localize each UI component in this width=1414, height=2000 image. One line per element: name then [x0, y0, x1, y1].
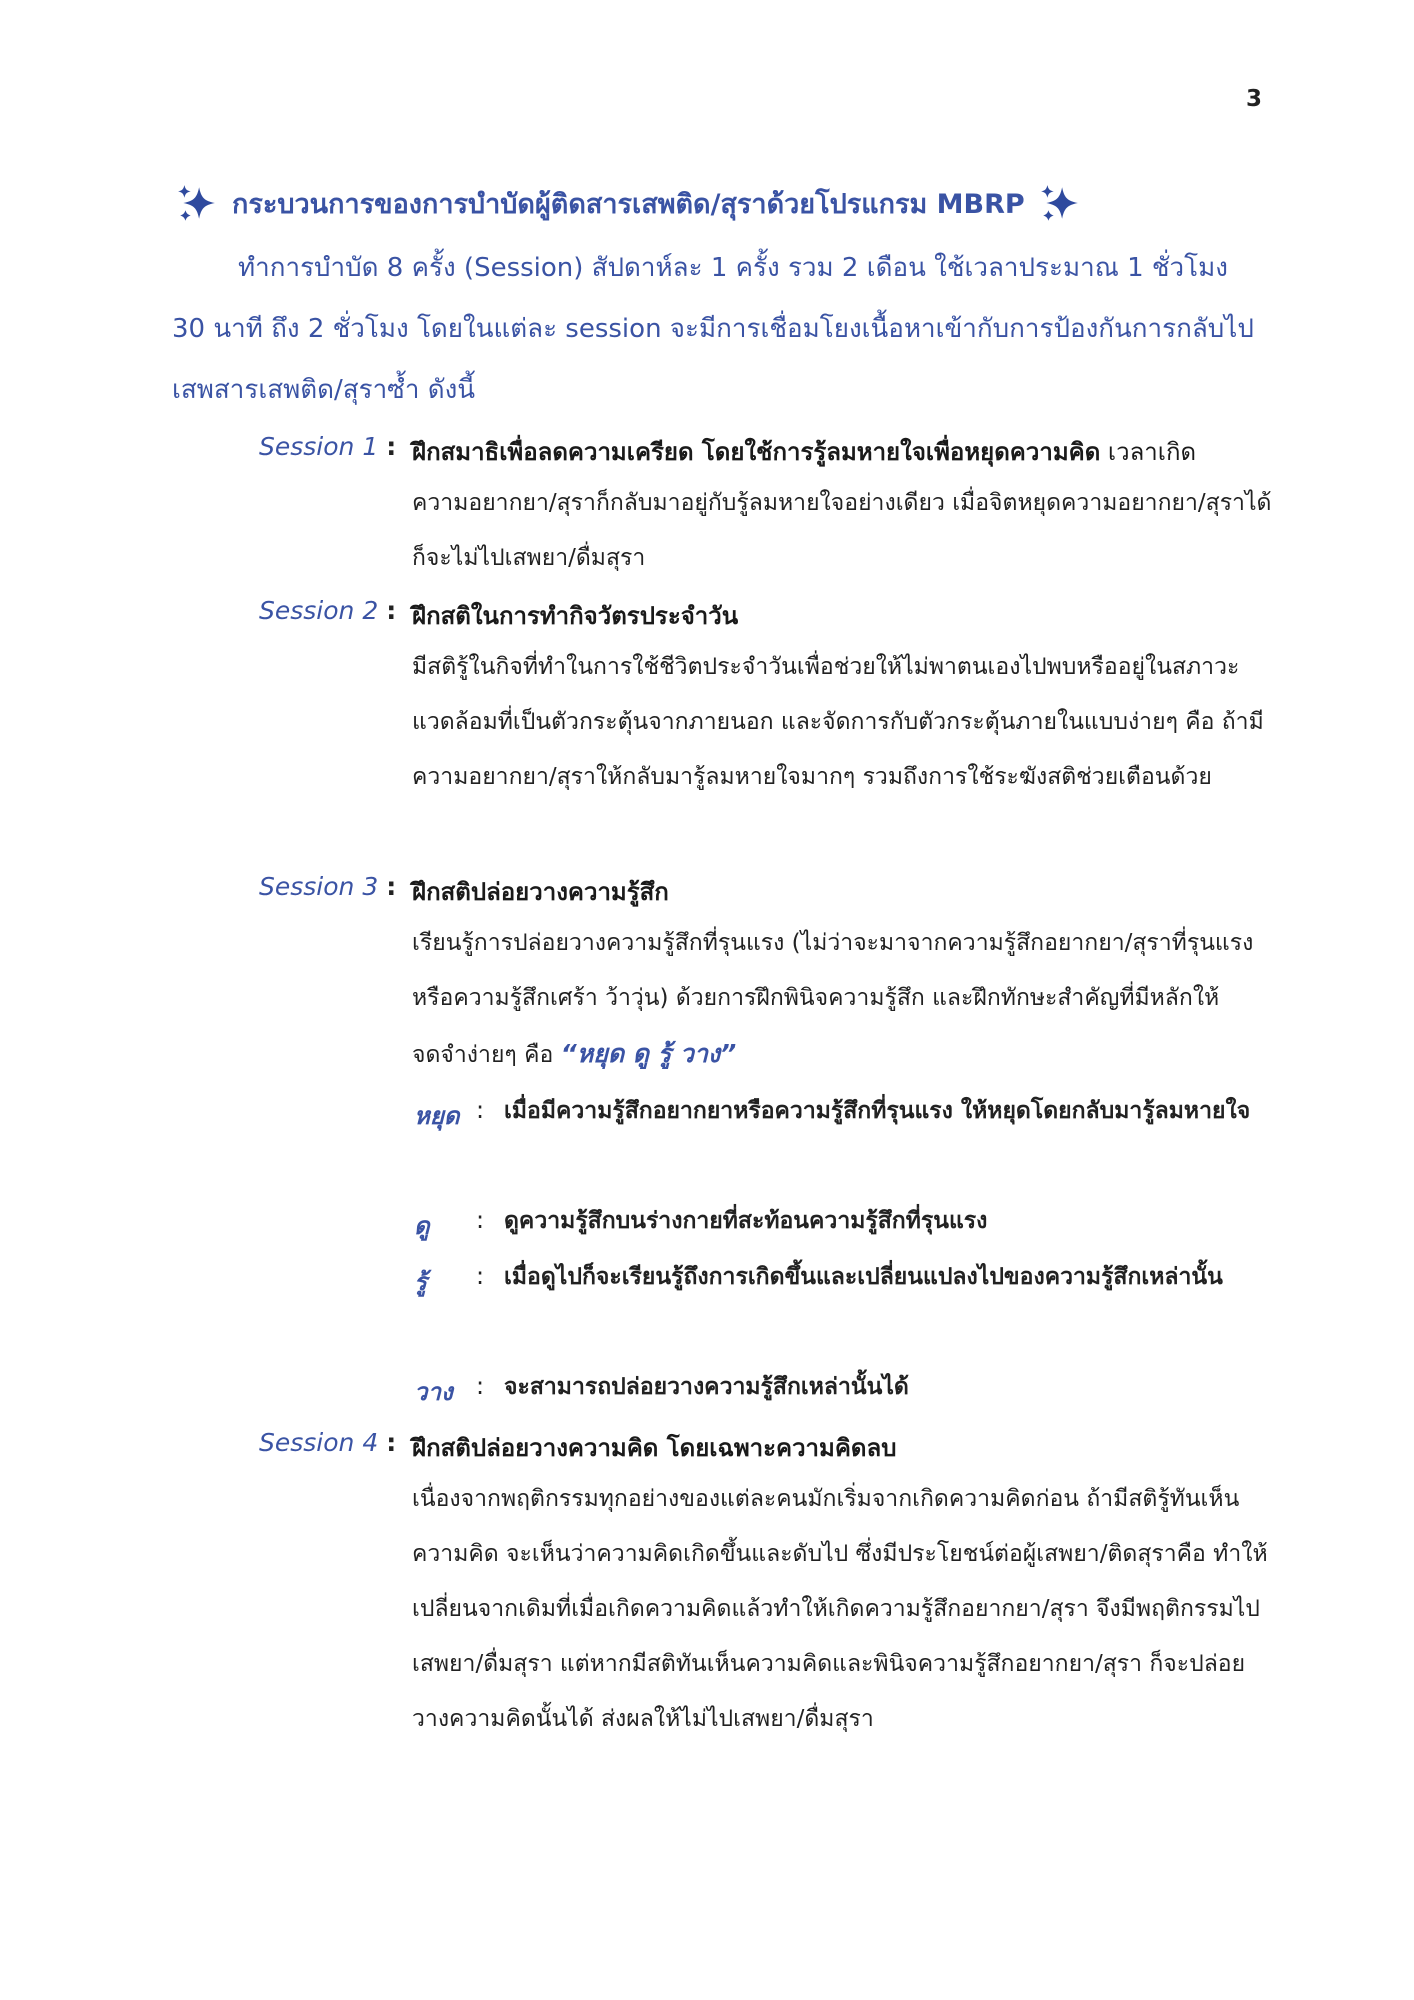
- session-title: ฝึกสติในการทำกิจวัตรประจำวัน: [412, 602, 739, 630]
- session-title: ฝึกสติปล่อยวางความคิด โดยเฉพาะความคิดลบ: [412, 1434, 897, 1462]
- session-title: ฝึกสมาธิเพื่อลดความเครียด โดยใช้การรู้ลมหายใจเพื่อหยุดความคิด เวลาเกิด: [412, 438, 1197, 466]
- page-number: 3: [1246, 86, 1263, 112]
- term-definition: จะสามารถปล่อยวางความรู้สึกเหล่านั้นได้: [504, 1374, 909, 1400]
- session-label: Session 3 :: [259, 872, 397, 901]
- session-body: มีสติรู้ในกิจที่ทำในการใช้ชีวิตประจำวันเพื่อช่วยให้ไม่พาตนเองไปพบหรืออยู่ในสภาวะแวดล้อมที่เป็นตัวกระตุ้นจากภายนอก และจัดการกับตัวกระตุ้นภายในแบบง่ายๆ คือ ถ้ามีความอยากยา/สุราให้กลับมารู้ลมหายใจมากๆ รวมถึงการใช้ระฆังสติช่วยเตือนด้วย: [412, 654, 1264, 790]
- session-label: Session 4 :: [259, 1428, 397, 1457]
- session-body: เรียนรู้การปล่อยวางความรู้สึกที่รุนแรง (ไม่ว่าจะมาจากความรู้สึกอยากยา/สุราที่รุนแรงหรือความรู้สึกเศร้า ว้าวุ่น) ด้วยการฝึกพินิจความรู้สึก และฝึกทักษะสำคัญที่มีหลักให้จดจำง่ายๆ คือ “หยุด ดู รู้ วาง”: [412, 930, 1254, 1068]
- term-colon: :: [476, 1206, 485, 1234]
- sparkle-icon: [176, 183, 218, 225]
- section-heading: [176, 182, 1236, 225]
- term-label: รู้: [414, 1268, 427, 1296]
- term-label: วาง: [414, 1378, 453, 1406]
- intro-paragraph: ทำการบำบัด 8 ครั้ง (Session) สัปดาห์ละ 1 ครั้ง รวม 2 เดือน ใช้เวลาประมาณ 1 ชั่วโมง 30 นาที ถึง 2 ชั่วโมง โดยในแต่ละ session จะมีการเชื่อมโยงเนื้อหาเข้ากับการป้องกันการกลับไปเสพสารเสพติด/สุราซ้ำ ดังนี้: [172, 253, 1254, 405]
- session-body: เนื่องจากพฤติกรรมทุกอย่างของแต่ละคนมักเริ่มจากเกิดความคิดก่อน ถ้ามีสติรู้ทันเห็นความคิด จะเห็นว่าความคิดเกิดขึ้นและดับไป ซึ่งมีประโยชน์ต่อผู้เสพยา/ติดสุราคือ ทำให้เปลี่ยนจากเดิมที่เมื่อเกิดความคิดแล้วทำให้เกิดความรู้สึกอยากยา/สุรา จึงมีพฤติกรรมไปเสพยา/ดื่มสุรา แต่หากมีสติทันเห็นความคิดและพินิจความรู้สึกอยากยา/สุรา ก็จะปล่อยวางความคิดนั้นได้ ส่งผลให้ไม่ไปเสพยา/ดื่มสุรา: [412, 1486, 1268, 1732]
- session-label: Session 2 :: [259, 596, 397, 625]
- heading-title: กระบวนการของการบำบัดผู้ติดสารเสพติด/สุราด้วยโปรแกรม MBRP: [232, 189, 1025, 220]
- term-definition: เมื่อดูไปก็จะเรียนรู้ถึงการเกิดขึ้นและเปลี่ยนแปลงไปของความรู้สึกเหล่านั้น: [504, 1264, 1223, 1290]
- session-label: Session 1 :: [259, 432, 397, 461]
- term-colon: :: [476, 1096, 485, 1124]
- session-body: ความอยากยา/สุราก็กลับมาอยู่กับรู้ลมหายใจอย่างเดียว เมื่อจิตหยุดความอยากยา/สุราได้ ก็จะไม่ไปเสพยา/ดื่มสุรา: [412, 490, 1272, 571]
- term-colon: :: [476, 1372, 485, 1400]
- term-label: ดู: [414, 1212, 430, 1240]
- term-colon: :: [476, 1262, 485, 1290]
- session-title: ฝึกสติปล่อยวางความรู้สึก: [412, 878, 669, 906]
- sparkle-icon: [1039, 183, 1081, 225]
- mnemonic-quote: “หยุด ดู รู้ วาง”: [560, 1039, 737, 1068]
- term-label: หยุด: [414, 1102, 460, 1130]
- term-definition: ดูความรู้สึกบนร่างกายที่สะท้อนความรู้สึกที่รุนแรง: [504, 1208, 988, 1234]
- term-definition: เมื่อมีความรู้สึกอยากยาหรือความรู้สึกที่รุนแรง ให้หยุดโดยกลับมารู้ลมหายใจ: [504, 1098, 1251, 1124]
